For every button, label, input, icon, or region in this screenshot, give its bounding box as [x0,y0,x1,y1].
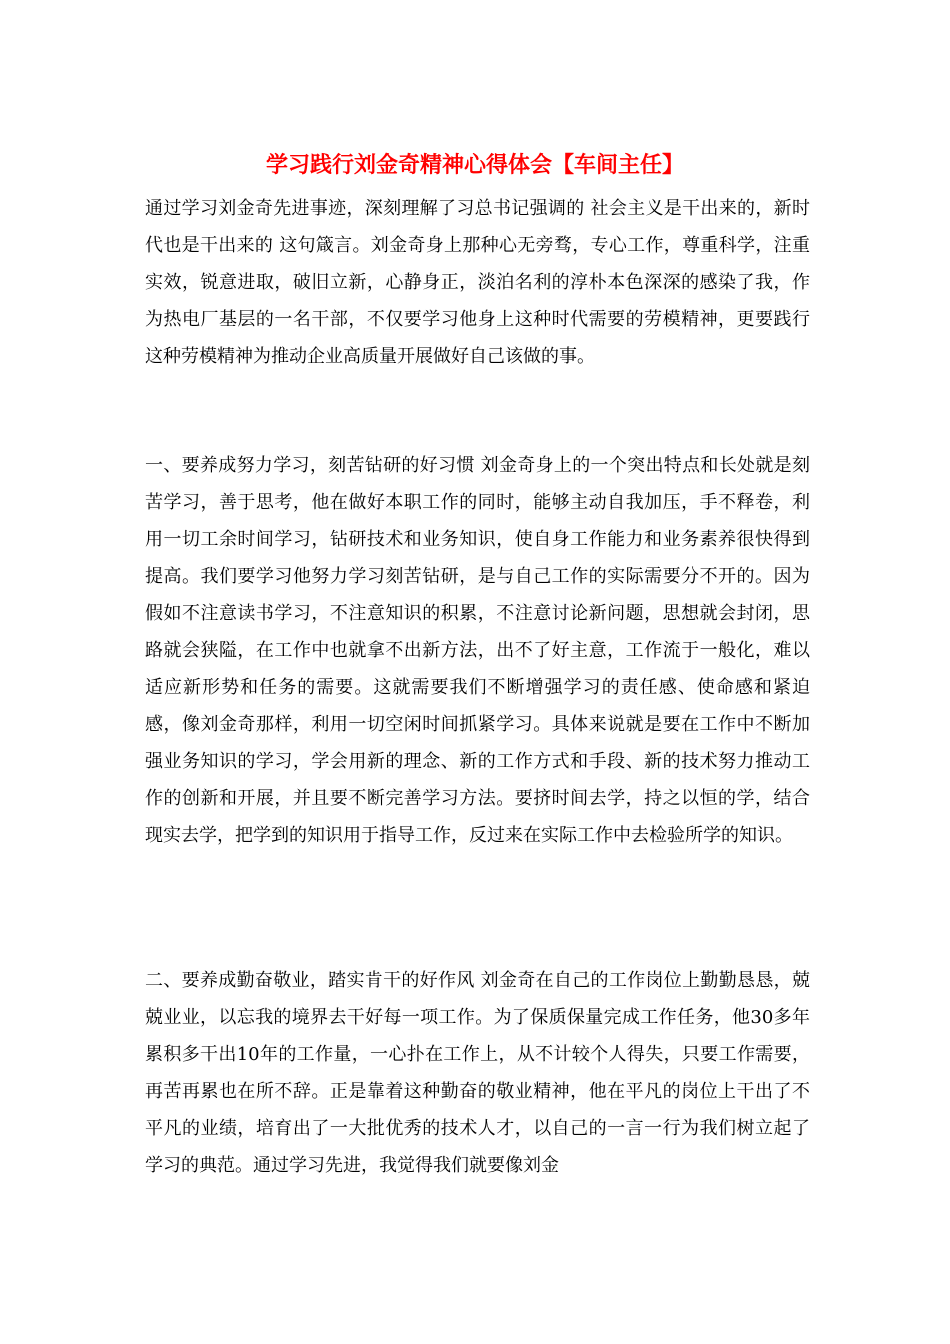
paragraph-section-one: 一、要养成努力学习，刻苦钻研的好习惯 刘金奇身上的一个突出特点和长处就是刻苦学习，善于思考，他在做好本职工作的同时，能够主动自我加压，手不释卷，利用一切工余时间学习，钻研技术和业务知识，使自身工作能力和业务素养很快得到提高。我们要学习他努力学习刻苦钻研，是与自己工作的实际需要分不开的。因为假如不注意读书学习，不注意知识的积累，不注意讨论新问题，思想就会封闭，思路就会狭隘，在工作中也就拿不出新方法，出不了好主意，工作流于一般化，难以适应新形势和任务的需要。这就需要我们不断增强学习的责任感、使命感和紧迫感，像刘金奇那样，利用一切空闲时间抓紧学习。具体来说就是要在工作中不断加强业务知识的学习，学会用新的理念、新的工作方式和手段、新的技术努力推动工作的创新和开展，并且要不断完善学习方法。要挤时间去学，持之以恒的学，结合现实去学，把学到的知识用于指导工作，反过来在实际工作中去检验所学的知识。 [145,455,810,846]
paragraph-intro: 通过学习刘金奇先进事迹，深刻理解了习总书记强调的 社会主义是干出来的，新时代也是干出来的 这句箴言。刘金奇身上那种心无旁骛，专心工作，尊重科学，注重实效，锐意进取，破旧立新，心静身正，淡泊名利的淳朴本色深深的感染了我，作为热电厂基层的一名干部，不仅要学习他身上这种时代需要的劳模精神，更要践行这种劳模精神为推动企业高质量开展做好自己该做的事。 [145,198,810,367]
document-title: 学习践行刘金奇精神心得体会【车间主任】 [265,152,684,178]
paragraph-section-two: 二、要养成勤奋敬业，踏实肯干的好作风 刘金奇在自己的工作岗位上勤勤恳恳，兢兢业业，以忘我的境界去干好每一项工作。为了保质保量完成工作任务，他30多年累积多干出10年的工作量，一心扑在工作上，从不计较个人得失，只要工作需要，再苦再累也在所不辞。正是靠着这种勤奋的敬业精神，他在平凡的岗位上干出了不平凡的业绩，培育出了一大批优秀的技术人才，以自己的一言一行为我们树立起了学习的典范。通过学习先进，我觉得我们就要像刘金 [145,970,810,1176]
